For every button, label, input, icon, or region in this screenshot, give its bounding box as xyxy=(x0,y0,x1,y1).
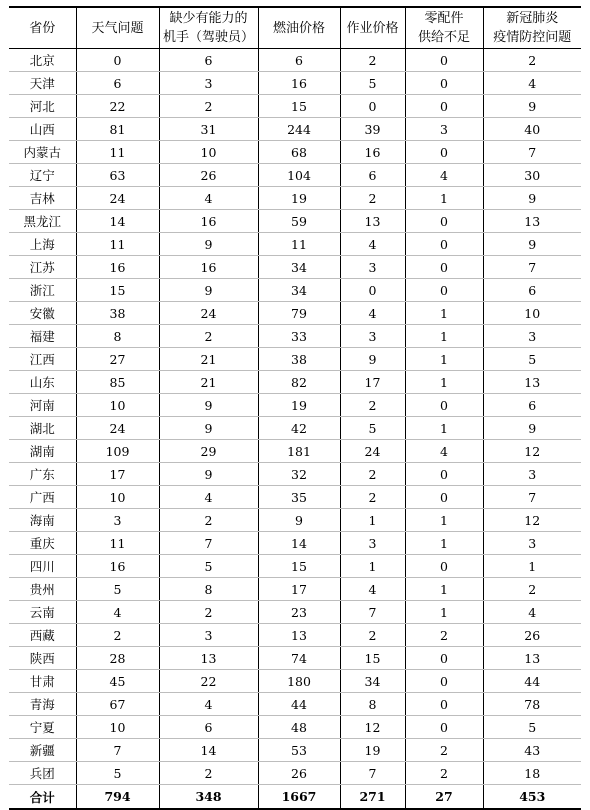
value-cell: 24 xyxy=(76,187,159,210)
total-value-cell: 794 xyxy=(76,785,159,810)
value-cell: 0 xyxy=(405,555,483,578)
value-cell: 0 xyxy=(340,279,405,302)
total-value-cell: 453 xyxy=(483,785,581,810)
value-cell: 8 xyxy=(340,693,405,716)
table-row xyxy=(9,762,581,785)
column-header xyxy=(159,7,258,49)
value-cell: 43 xyxy=(483,739,581,762)
column-header-line: 缺少有能力的 xyxy=(169,11,248,26)
province-cell: 湖南 xyxy=(9,440,76,463)
value-cell: 2 xyxy=(159,509,258,532)
column-header-line: 疫情防控问题 xyxy=(493,30,572,45)
value-cell: 181 xyxy=(258,440,340,463)
total-value-cell: 271 xyxy=(340,785,405,810)
value-cell: 0 xyxy=(405,486,483,509)
value-cell: 5 xyxy=(76,578,159,601)
value-cell: 19 xyxy=(258,187,340,210)
value-cell: 11 xyxy=(76,233,159,256)
value-cell: 53 xyxy=(258,739,340,762)
value-cell: 1 xyxy=(340,555,405,578)
value-cell: 10 xyxy=(483,302,581,325)
table-row xyxy=(9,440,581,463)
value-cell: 1 xyxy=(405,302,483,325)
province-cell: 江西 xyxy=(9,348,76,371)
value-cell: 6 xyxy=(483,394,581,417)
value-cell: 45 xyxy=(76,670,159,693)
value-cell: 16 xyxy=(159,256,258,279)
value-cell: 2 xyxy=(483,578,581,601)
value-cell: 2 xyxy=(483,49,581,72)
value-cell: 63 xyxy=(76,164,159,187)
value-cell: 2 xyxy=(159,325,258,348)
value-cell: 10 xyxy=(76,394,159,417)
value-cell: 1 xyxy=(405,601,483,624)
value-cell: 12 xyxy=(483,440,581,463)
table-row xyxy=(9,233,581,256)
value-cell: 15 xyxy=(76,279,159,302)
value-cell: 3 xyxy=(76,509,159,532)
value-cell: 6 xyxy=(258,49,340,72)
table-row xyxy=(9,348,581,371)
value-cell: 0 xyxy=(405,233,483,256)
value-cell: 0 xyxy=(405,716,483,739)
value-cell: 6 xyxy=(159,49,258,72)
value-cell: 34 xyxy=(258,279,340,302)
value-cell: 0 xyxy=(405,647,483,670)
value-cell: 0 xyxy=(405,49,483,72)
value-cell: 27 xyxy=(76,348,159,371)
value-cell: 9 xyxy=(159,233,258,256)
value-cell: 3 xyxy=(159,624,258,647)
value-cell: 17 xyxy=(258,578,340,601)
value-cell: 5 xyxy=(159,555,258,578)
value-cell: 40 xyxy=(483,118,581,141)
value-cell: 29 xyxy=(159,440,258,463)
value-cell: 0 xyxy=(405,256,483,279)
value-cell: 78 xyxy=(483,693,581,716)
value-cell: 81 xyxy=(76,118,159,141)
value-cell: 7 xyxy=(483,256,581,279)
value-cell: 13 xyxy=(340,210,405,233)
province-cell: 山东 xyxy=(9,371,76,394)
column-header-line: 省份 xyxy=(29,20,56,36)
province-cell: 四川 xyxy=(9,555,76,578)
table-row xyxy=(9,509,581,532)
value-cell: 11 xyxy=(76,141,159,164)
value-cell: 4 xyxy=(483,72,581,95)
province-cell: 山西 xyxy=(9,118,76,141)
value-cell: 109 xyxy=(76,440,159,463)
value-cell: 16 xyxy=(159,210,258,233)
province-cell: 广西 xyxy=(9,486,76,509)
value-cell: 42 xyxy=(258,417,340,440)
value-cell: 4 xyxy=(159,486,258,509)
province-cell: 新疆 xyxy=(9,739,76,762)
column-header xyxy=(9,7,76,49)
value-cell: 3 xyxy=(340,532,405,555)
value-cell: 21 xyxy=(159,371,258,394)
value-cell: 82 xyxy=(258,371,340,394)
value-cell: 68 xyxy=(258,141,340,164)
table-row xyxy=(9,118,581,141)
value-cell: 7 xyxy=(340,601,405,624)
value-cell: 9 xyxy=(159,394,258,417)
value-cell: 13 xyxy=(483,647,581,670)
province-cell: 甘肃 xyxy=(9,670,76,693)
value-cell: 2 xyxy=(76,624,159,647)
value-cell: 48 xyxy=(258,716,340,739)
province-cell: 河北 xyxy=(9,95,76,118)
column-header-line: 天气问题 xyxy=(91,20,144,36)
value-cell: 104 xyxy=(258,164,340,187)
value-cell: 9 xyxy=(340,348,405,371)
province-cell: 天津 xyxy=(9,72,76,95)
value-cell: 0 xyxy=(405,463,483,486)
province-cell: 青海 xyxy=(9,693,76,716)
value-cell: 13 xyxy=(159,647,258,670)
value-cell: 1 xyxy=(405,371,483,394)
province-cell: 辽宁 xyxy=(9,164,76,187)
value-cell: 85 xyxy=(76,371,159,394)
value-cell: 18 xyxy=(483,762,581,785)
value-cell: 13 xyxy=(483,371,581,394)
table-header-row xyxy=(9,7,581,49)
value-cell: 26 xyxy=(258,762,340,785)
value-cell: 3 xyxy=(340,256,405,279)
value-cell: 4 xyxy=(340,302,405,325)
value-cell: 34 xyxy=(258,256,340,279)
value-cell: 5 xyxy=(76,762,159,785)
table-row xyxy=(9,141,581,164)
value-cell: 79 xyxy=(258,302,340,325)
table-row xyxy=(9,463,581,486)
value-cell: 0 xyxy=(405,95,483,118)
table-row xyxy=(9,256,581,279)
value-cell: 5 xyxy=(483,348,581,371)
table-row xyxy=(9,739,581,762)
province-cell: 湖北 xyxy=(9,417,76,440)
value-cell: 26 xyxy=(159,164,258,187)
table-row xyxy=(9,555,581,578)
value-cell: 7 xyxy=(340,762,405,785)
table-row xyxy=(9,325,581,348)
value-cell: 39 xyxy=(340,118,405,141)
value-cell: 14 xyxy=(258,532,340,555)
value-cell: 0 xyxy=(405,210,483,233)
value-cell: 12 xyxy=(340,716,405,739)
value-cell: 24 xyxy=(76,417,159,440)
value-cell: 1 xyxy=(405,417,483,440)
value-cell: 13 xyxy=(483,210,581,233)
value-cell: 10 xyxy=(76,486,159,509)
value-cell: 44 xyxy=(258,693,340,716)
column-header-line: 作业价格 xyxy=(346,20,399,36)
value-cell: 6 xyxy=(159,716,258,739)
table-row xyxy=(9,394,581,417)
value-cell: 0 xyxy=(340,95,405,118)
column-header-line: 供给不足 xyxy=(417,30,470,45)
value-cell: 4 xyxy=(159,693,258,716)
value-cell: 2 xyxy=(405,762,483,785)
province-cell: 宁夏 xyxy=(9,716,76,739)
value-cell: 7 xyxy=(483,486,581,509)
value-cell: 0 xyxy=(405,141,483,164)
value-cell: 16 xyxy=(76,555,159,578)
value-cell: 2 xyxy=(340,394,405,417)
value-cell: 0 xyxy=(405,394,483,417)
value-cell: 9 xyxy=(483,95,581,118)
value-cell: 28 xyxy=(76,647,159,670)
value-cell: 4 xyxy=(405,164,483,187)
value-cell: 0 xyxy=(405,72,483,95)
value-cell: 3 xyxy=(483,463,581,486)
value-cell: 8 xyxy=(159,578,258,601)
value-cell: 19 xyxy=(340,739,405,762)
value-cell: 0 xyxy=(405,279,483,302)
value-cell: 74 xyxy=(258,647,340,670)
value-cell: 15 xyxy=(258,555,340,578)
value-cell: 2 xyxy=(340,463,405,486)
table-row xyxy=(9,279,581,302)
value-cell: 59 xyxy=(258,210,340,233)
value-cell: 5 xyxy=(340,72,405,95)
value-cell: 13 xyxy=(258,624,340,647)
value-cell: 10 xyxy=(76,716,159,739)
value-cell: 0 xyxy=(405,670,483,693)
column-header xyxy=(258,7,340,49)
province-cell: 兵团 xyxy=(9,762,76,785)
table-row xyxy=(9,210,581,233)
value-cell: 9 xyxy=(258,509,340,532)
province-cell: 内蒙古 xyxy=(9,141,76,164)
province-cell: 贵州 xyxy=(9,578,76,601)
column-header-line: 零配件 xyxy=(424,11,464,26)
value-cell: 3 xyxy=(405,118,483,141)
value-cell: 9 xyxy=(483,187,581,210)
column-header-line: 新冠肺炎 xyxy=(506,11,559,26)
total-value-cell: 27 xyxy=(405,785,483,810)
province-cell: 海南 xyxy=(9,509,76,532)
column-header xyxy=(340,7,405,49)
table-row xyxy=(9,95,581,118)
table-row xyxy=(9,716,581,739)
province-cell: 黑龙江 xyxy=(9,210,76,233)
province-cell: 陕西 xyxy=(9,647,76,670)
value-cell: 31 xyxy=(159,118,258,141)
value-cell: 2 xyxy=(340,624,405,647)
province-cell: 上海 xyxy=(9,233,76,256)
value-cell: 35 xyxy=(258,486,340,509)
value-cell: 34 xyxy=(340,670,405,693)
province-cell: 福建 xyxy=(9,325,76,348)
value-cell: 6 xyxy=(340,164,405,187)
province-cell: 重庆 xyxy=(9,532,76,555)
table-row xyxy=(9,417,581,440)
province-cell: 北京 xyxy=(9,49,76,72)
value-cell: 0 xyxy=(405,693,483,716)
value-cell: 22 xyxy=(76,95,159,118)
column-header xyxy=(76,7,159,49)
value-cell: 2 xyxy=(405,624,483,647)
total-label-cell: 合计 xyxy=(9,785,76,810)
province-cell: 安徽 xyxy=(9,302,76,325)
value-cell: 3 xyxy=(159,72,258,95)
value-cell: 1 xyxy=(405,509,483,532)
table-row xyxy=(9,302,581,325)
value-cell: 17 xyxy=(340,371,405,394)
value-cell: 1 xyxy=(405,325,483,348)
value-cell: 1 xyxy=(405,187,483,210)
value-cell: 5 xyxy=(483,716,581,739)
total-value-cell: 1667 xyxy=(258,785,340,810)
value-cell: 24 xyxy=(159,302,258,325)
value-cell: 7 xyxy=(159,532,258,555)
value-cell: 38 xyxy=(76,302,159,325)
value-cell: 4 xyxy=(483,601,581,624)
province-cell: 河南 xyxy=(9,394,76,417)
value-cell: 1 xyxy=(405,578,483,601)
value-cell: 14 xyxy=(159,739,258,762)
table-row xyxy=(9,693,581,716)
value-cell: 4 xyxy=(340,233,405,256)
province-cell: 云南 xyxy=(9,601,76,624)
province-cell: 西藏 xyxy=(9,624,76,647)
value-cell: 23 xyxy=(258,601,340,624)
value-cell: 9 xyxy=(483,417,581,440)
value-cell: 38 xyxy=(258,348,340,371)
value-cell: 180 xyxy=(258,670,340,693)
value-cell: 5 xyxy=(340,417,405,440)
value-cell: 7 xyxy=(76,739,159,762)
value-cell: 15 xyxy=(340,647,405,670)
value-cell: 2 xyxy=(159,601,258,624)
value-cell: 0 xyxy=(76,49,159,72)
province-cell: 吉林 xyxy=(9,187,76,210)
value-cell: 4 xyxy=(340,578,405,601)
value-cell: 2 xyxy=(159,95,258,118)
document-page xyxy=(9,6,581,810)
value-cell: 12 xyxy=(483,509,581,532)
value-cell: 1 xyxy=(340,509,405,532)
value-cell: 17 xyxy=(76,463,159,486)
value-cell: 9 xyxy=(159,417,258,440)
value-cell: 2 xyxy=(159,762,258,785)
value-cell: 7 xyxy=(483,141,581,164)
value-cell: 16 xyxy=(258,72,340,95)
total-value-cell: 348 xyxy=(159,785,258,810)
value-cell: 21 xyxy=(159,348,258,371)
value-cell: 16 xyxy=(76,256,159,279)
table-row xyxy=(9,187,581,210)
table-row xyxy=(9,601,581,624)
value-cell: 1 xyxy=(405,532,483,555)
value-cell: 11 xyxy=(258,233,340,256)
value-cell: 3 xyxy=(483,532,581,555)
value-cell: 67 xyxy=(76,693,159,716)
value-cell: 2 xyxy=(340,49,405,72)
value-cell: 14 xyxy=(76,210,159,233)
table-row xyxy=(9,647,581,670)
value-cell: 33 xyxy=(258,325,340,348)
table-row xyxy=(9,164,581,187)
value-cell: 1 xyxy=(483,555,581,578)
value-cell: 44 xyxy=(483,670,581,693)
value-cell: 8 xyxy=(76,325,159,348)
table-row xyxy=(9,624,581,647)
value-cell: 16 xyxy=(340,141,405,164)
column-header xyxy=(483,7,581,49)
value-cell: 3 xyxy=(483,325,581,348)
value-cell: 9 xyxy=(483,233,581,256)
value-cell: 6 xyxy=(483,279,581,302)
value-cell: 2 xyxy=(340,187,405,210)
value-cell: 19 xyxy=(258,394,340,417)
column-header-line: 燃油价格 xyxy=(272,20,325,36)
column-header xyxy=(405,7,483,49)
table-row xyxy=(9,371,581,394)
value-cell: 24 xyxy=(340,440,405,463)
province-cell: 江苏 xyxy=(9,256,76,279)
value-cell: 32 xyxy=(258,463,340,486)
value-cell: 11 xyxy=(76,532,159,555)
province-cell: 浙江 xyxy=(9,279,76,302)
table-row xyxy=(9,72,581,95)
value-cell: 2 xyxy=(340,486,405,509)
province-cell: 广东 xyxy=(9,463,76,486)
province-issues-table xyxy=(9,6,581,810)
total-row xyxy=(9,785,581,810)
value-cell: 9 xyxy=(159,279,258,302)
table-row xyxy=(9,532,581,555)
value-cell: 4 xyxy=(76,601,159,624)
column-header-line: 机手（驾驶员） xyxy=(162,30,254,45)
value-cell: 2 xyxy=(405,739,483,762)
value-cell: 10 xyxy=(159,141,258,164)
table-row xyxy=(9,578,581,601)
table-row xyxy=(9,49,581,72)
value-cell: 244 xyxy=(258,118,340,141)
table-row xyxy=(9,486,581,509)
value-cell: 22 xyxy=(159,670,258,693)
value-cell: 1 xyxy=(405,348,483,371)
value-cell: 30 xyxy=(483,164,581,187)
table-row xyxy=(9,670,581,693)
value-cell: 6 xyxy=(76,72,159,95)
value-cell: 4 xyxy=(159,187,258,210)
value-cell: 26 xyxy=(483,624,581,647)
value-cell: 3 xyxy=(340,325,405,348)
value-cell: 9 xyxy=(159,463,258,486)
value-cell: 15 xyxy=(258,95,340,118)
value-cell: 4 xyxy=(405,440,483,463)
table-body xyxy=(9,49,581,785)
